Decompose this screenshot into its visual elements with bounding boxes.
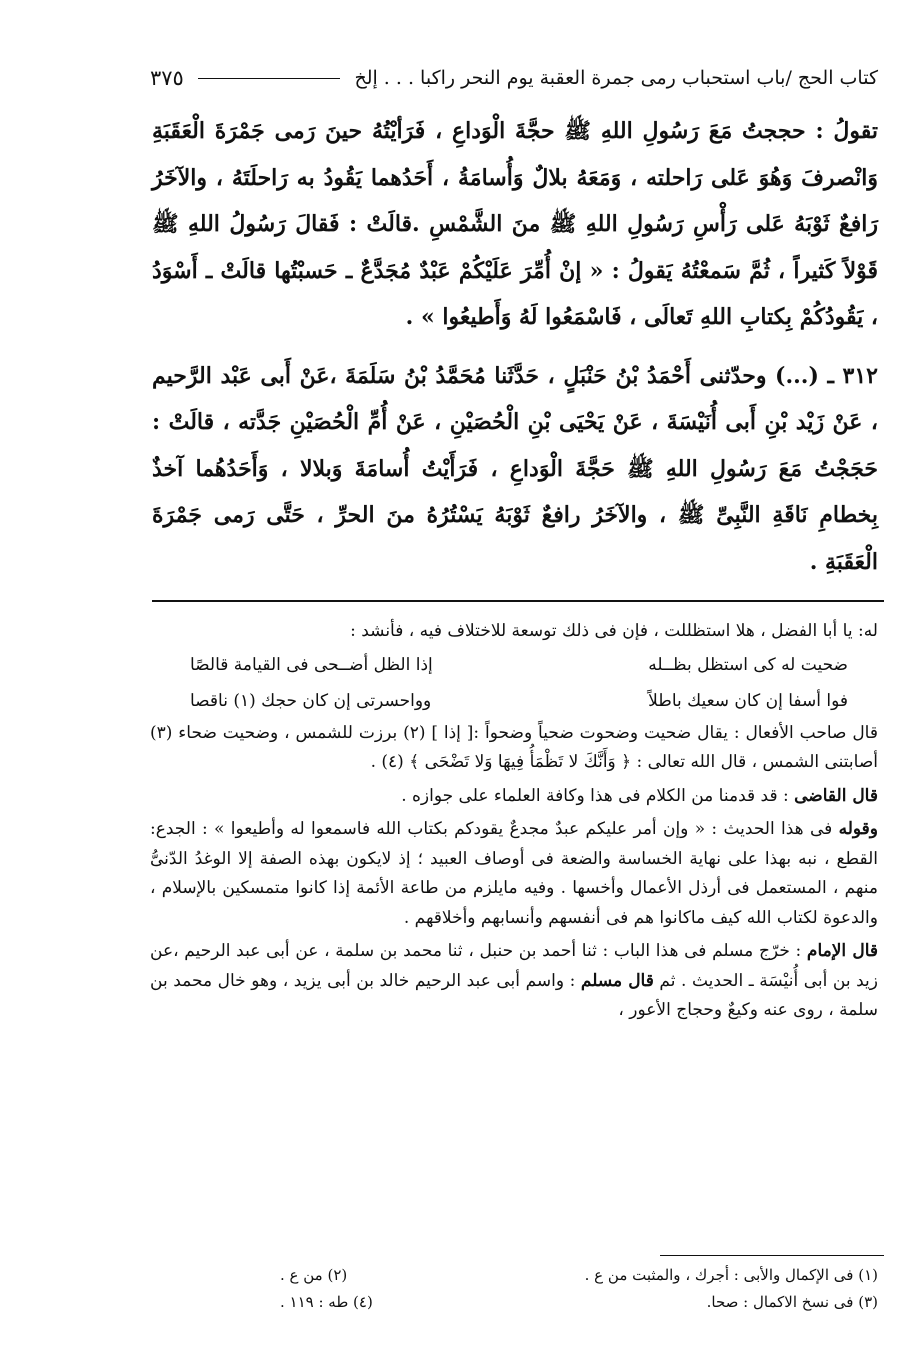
footnote-divider <box>660 1255 884 1256</box>
verse-2-first-half: فوا أسفا إن كان سعيك باطلاً <box>648 690 848 711</box>
verse-1-second-half: إذا الظل أضــحى فى القيامة قالصًا <box>190 654 433 675</box>
imam-text: : خرّج مسلم فى هذا الباب : ثنا أحمد بن حنبل ، ثنا محمد بن سلمة ، عن أبى عبد الرحيم ،عن زيد بن أبى أُنيْسَة ـ الحديث . ثم <box>150 941 878 991</box>
footnote-4: (٤) طه : ١١٩ . <box>280 1293 373 1311</box>
commentary-imam <box>150 937 878 1026</box>
footnote-3: (٣) فى نسخ الاكمال : صحا. <box>706 1293 878 1311</box>
footnote-2: (٢) من ع . <box>280 1266 348 1284</box>
verse-2-second-half: وواحسرتى إن كان حجك (١) ناقصا <box>190 690 432 711</box>
imam-text-2: : واسم أبى عبد الرحيم خالد بن أبى يزيد ، وهو خال محمد بن سلمة ، روى عنه وكيعٌ وحجاج الأعور ، <box>150 970 878 1020</box>
commentary-afal: قال صاحب الأفعال : يقال ضحيت وضحوت ضحياً وضحواً :[ إذا ] (٢) برزت للشمس ، وضحيت ضحاء (٣) أصابتنى الشمس ، قال الله تعالى : ﴿ وَأَنَّكَ لا تَظْمَأُ فِيهَا وَلا تَضْحَى ﴾ (٤) . <box>150 722 878 772</box>
page-number: ٣٧٥ <box>150 66 184 90</box>
section-divider <box>152 600 884 602</box>
header-title: كتاب الحج /باب استحباب رمى جمرة العقبة يوم النحر راكبا . . . إلخ <box>354 67 878 89</box>
commentary-qadi <box>150 782 878 812</box>
qawluh-label: وقوله <box>838 819 879 839</box>
qadi-text: : قد قدمنا من الكلام فى هذا وكافة العلماء على جوازه . <box>401 785 789 806</box>
muslim-label: قال مسلم <box>580 970 654 991</box>
poem-verse-1 <box>150 647 878 683</box>
verse-1-first-half: ضحيت له كى استظل بظــله <box>648 654 848 675</box>
footnote-1: (١) فى الإكمال والأبى : أجرك ، والمثبت من ع . <box>584 1266 878 1284</box>
hadith-paragraph-2: ٣١٢ ـ (...) وحدّثنى أَحْمَدُ بْنُ حَنْبَلٍ ، حَدَّثَنا مُحَمَّدُ بْنُ سَلَمَةَ ،عَنْ أَبى عَبْد الرَّحيم ، عَنْ زَيْد بْنِ أَبى أُنَيْسَةَ ، عَنْ يَحْيَى بْنِ الْحُصَيْنِ ، عَنْ أُمِّ الْحُصَيْنِ جَدَّته ، قالَتْ : حَجَجْتُ مَعَ رَسُولِ اللهِ ﷺ حَجَّةَ الْوَداعِ ، فَرَأَيْتُ أُسامَةَ وَبلالا ، وَأَحَدُهُما آخذٌ بِخطامِ نَاقَةِ النَّبِىِّ ﷺ ، والآخَرُ رافعٌ ثَوْبَهُ يَسْتُرُهُ منَ الحرِّ ، حَتَّى رَمى جَمْرَةَ الْعَقَبَةِ . <box>152 362 878 575</box>
running-header <box>150 58 878 98</box>
poem-verse-2 <box>150 683 878 719</box>
hadith-paragraph-1: تقولُ : حججتُ مَعَ رَسُولِ اللهِ ﷺ حجَّةَ الْوَداعِ ، فَرَأيْتُهُ حينَ رَمى جَمْرَةَ الْعَقَبَةِ وَانْصرفَ وَهُوَ عَلى رَاحلته ، وَمَعَهُ بلالٌ وَأُسامَةُ ، أَحَدُهما يَقُودُ به رَاحلَتَهُ ، والآخَرُ رَافعٌ ثَوْبَهُ عَلى رَأْسِ رَسُولِ اللهِ ﷺ منَ الشَّمْسِ .قالَتْ : فَقالَ رَسُولُ اللهِ ﷺ قَوْلاً كَثيراً ، ثُمَّ سَمعْتُهُ يَقولُ : « إنْ أُمِّرَ عَلَيْكُمْ عَبْدٌ مُجَدَّعٌ ـ حَسبْتُها قالَتْ ـ أَسْوَدُ ، يَقُودُكُمْ بِكتابِ اللهِ تَعالَى ، فَاسْمَعُوا لَهُ وَأَطيعُوا » . <box>152 118 878 330</box>
commentary-section <box>150 617 878 1026</box>
footnote-row-1 <box>270 1262 878 1289</box>
commentary-qawluh <box>150 815 878 933</box>
qadi-label: قال القاضى <box>794 785 878 806</box>
footnote-row-2 <box>270 1289 878 1316</box>
qawluh-text: فى هذا الحديث : « وإن أمر عليكم عبدٌ مجدعٌ يقودكم بكتاب الله فاسمعوا له وأطيعوا » : الجدع: القطع ، نبه بهذا على نهاية الخساسة والضعة فى أوصاف العبيد ؛ إذ لايكون بهذه الصفة إلا الوغدُ الدّنىُّ منهم ، المستعمل فى أرذل الأعمال وأخسها . وفيه مايلزم من طاعة الأئمة إذا كانوا متمسكين بالإسلام ، والدعوة لكتاب الله كيف ماكانوا هم فى أنفسهم وأنسابهم وأخلاقهم . <box>150 819 878 928</box>
header-rule <box>198 78 341 79</box>
commentary-intro: له: يا أبا الفضل ، هلا استظللت ، فإن فى ذلك توسعة للاختلاف فيه ، فأنشد : <box>350 621 878 641</box>
hadith-text <box>152 108 878 585</box>
footnotes <box>270 1262 878 1316</box>
imam-label: قال الإمام <box>806 941 878 961</box>
